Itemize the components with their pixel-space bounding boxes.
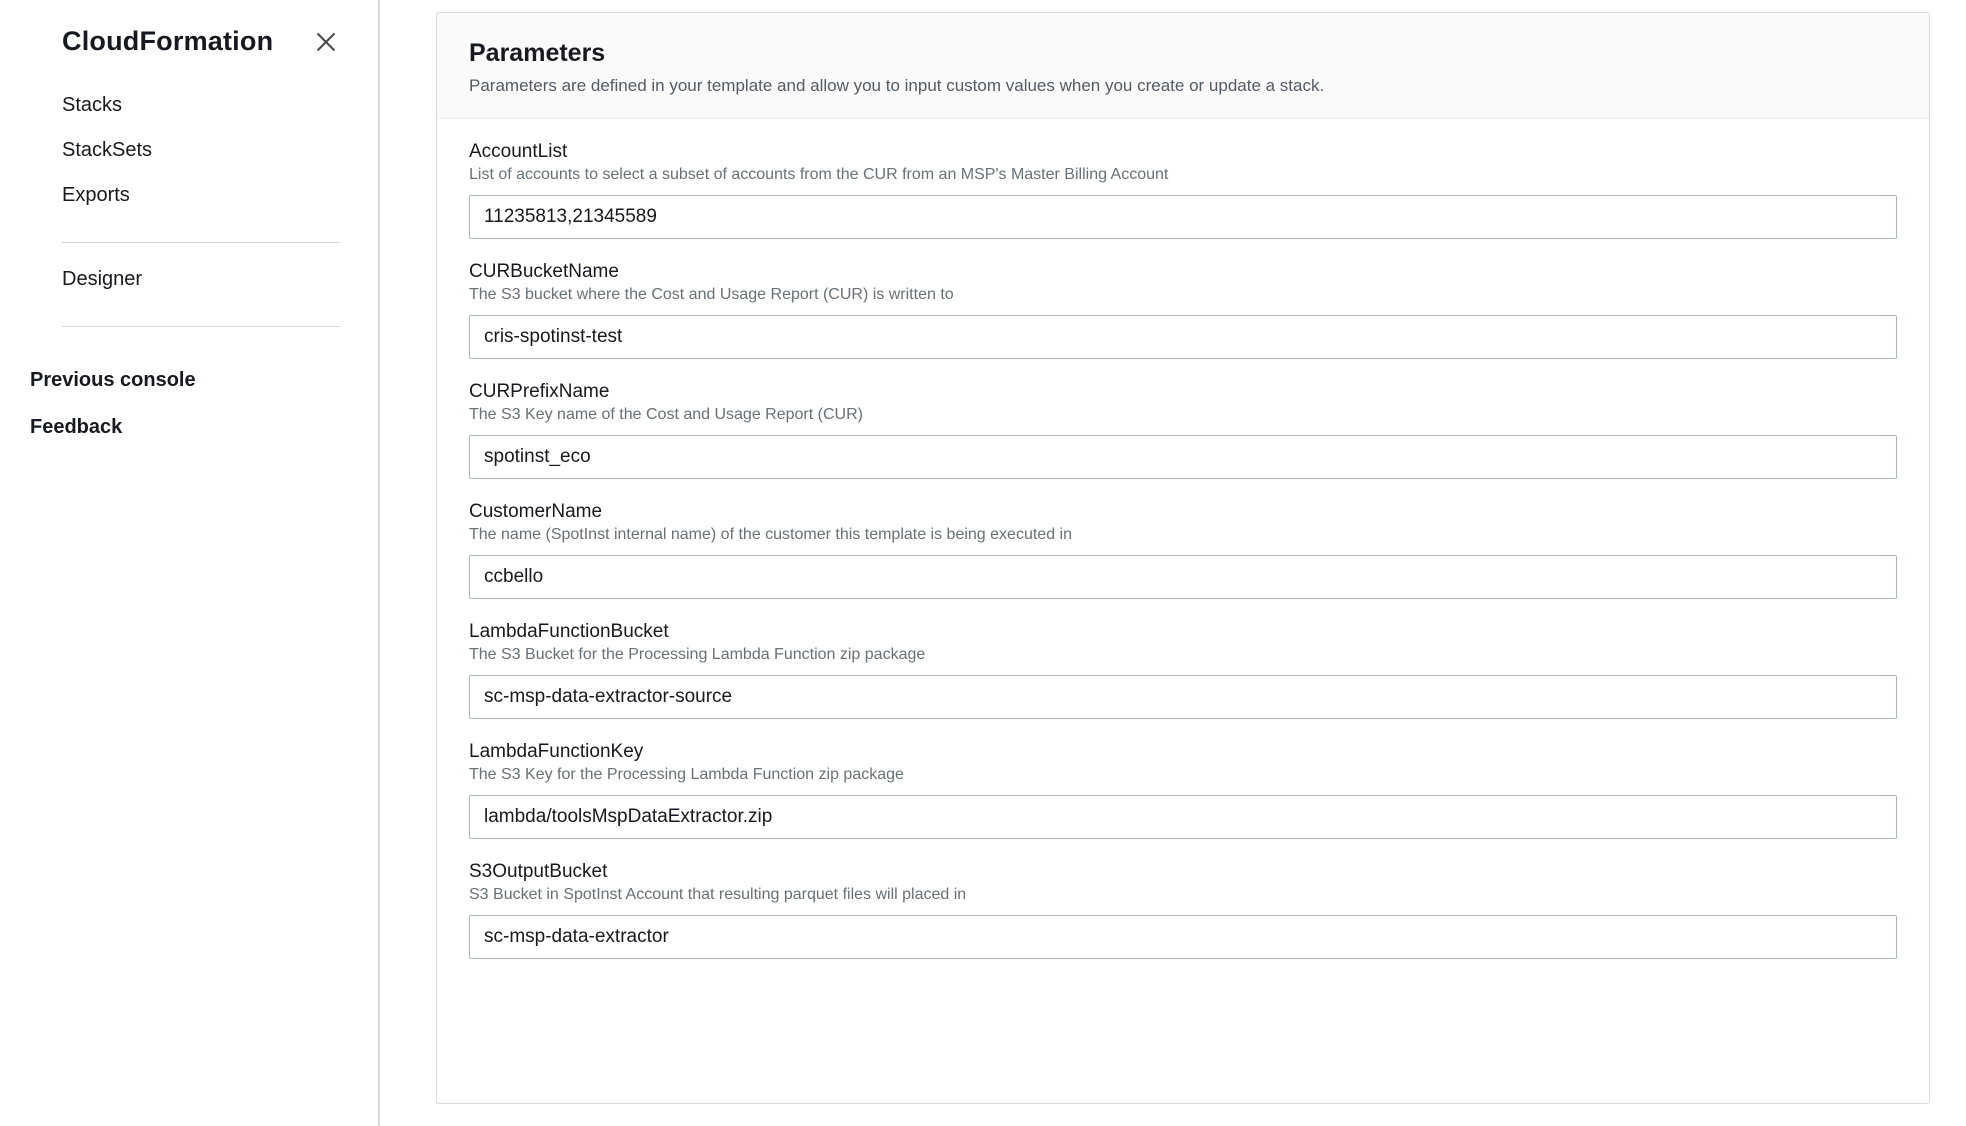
parameter-description: The name (SpotInst internal name) of the customer this template is being executed in (469, 526, 1072, 543)
close-icon[interactable] (312, 28, 340, 56)
parameters-panel (436, 12, 1930, 1104)
sidebar-nav-footer (0, 337, 378, 451)
parameter-field-accountlist (469, 141, 1897, 239)
sidebar-item-designer[interactable] (0, 257, 378, 302)
parameter-label: CustomerName (469, 501, 603, 522)
parameter-label: LambdaFunctionKey (469, 741, 644, 762)
parameter-description: List of accounts to select a subset of accounts from the CUR from an MSP's Master Billing Account (469, 166, 1169, 183)
curprefixname-input[interactable] (469, 435, 1897, 479)
sidebar-divider-2 (62, 326, 340, 327)
sidebar-item-label: Previous console (30, 369, 196, 391)
parameter-description: The S3 Key name of the Cost and Usage Report (CUR) (469, 406, 863, 423)
sidebar-item-stacks[interactable] (0, 83, 378, 128)
parameter-label: AccountList (469, 141, 568, 162)
sidebar (0, 0, 380, 1126)
parameter-field-lambdafunctionkey (469, 741, 1897, 839)
sidebar-item-previous-console[interactable] (0, 357, 378, 404)
sidebar-divider-1 (62, 242, 340, 243)
lambdafunctionbucket-input[interactable] (469, 675, 1897, 719)
parameter-field-customername (469, 501, 1897, 599)
parameter-field-lambdafunctionbucket (469, 621, 1897, 719)
main-content (380, 0, 1966, 1126)
sidebar-item-stacksets[interactable] (0, 128, 378, 173)
parameter-field-s3outputbucket (469, 861, 1897, 959)
sidebar-item-feedback[interactable] (0, 404, 378, 451)
sidebar-item-label: StackSets (62, 139, 153, 161)
s3outputbucket-input[interactable] (469, 915, 1897, 959)
sidebar-item-label: Stacks (62, 94, 123, 116)
parameter-description: The S3 bucket where the Cost and Usage Report (CUR) is written to (469, 286, 954, 303)
accountlist-input[interactable] (469, 195, 1897, 239)
sidebar-nav-primary (0, 79, 378, 232)
sidebar-item-label: Feedback (30, 416, 123, 438)
sidebar-header (0, 0, 378, 79)
parameter-label: CURBucketName (469, 261, 619, 282)
parameter-field-curbucketname (469, 261, 1897, 359)
customername-input[interactable] (469, 555, 1897, 599)
parameter-label: LambdaFunctionBucket (469, 621, 669, 642)
sidebar-title: CloudFormation (62, 26, 274, 56)
page-subtitle: Parameters are defined in your template and allow you to input custom values when you create or update a stack. (469, 76, 1325, 95)
page-title: Parameters (469, 39, 606, 67)
parameters-form (437, 119, 1929, 1001)
parameters-panel-header (437, 13, 1929, 119)
parameter-label: CURPrefixName (469, 381, 610, 402)
lambdafunctionkey-input[interactable] (469, 795, 1897, 839)
sidebar-nav-secondary (0, 253, 378, 316)
sidebar-item-label: Designer (62, 268, 143, 290)
sidebar-item-exports[interactable] (0, 173, 378, 218)
curbucketname-input[interactable] (469, 315, 1897, 359)
parameter-field-curprefixname (469, 381, 1897, 479)
parameter-label: S3OutputBucket (469, 861, 608, 882)
sidebar-item-label: Exports (62, 184, 130, 206)
parameter-description: The S3 Bucket for the Processing Lambda Function zip package (469, 646, 926, 663)
parameter-description: S3 Bucket in SpotInst Account that resulting parquet files will placed in (469, 886, 967, 903)
parameter-description: The S3 Key for the Processing Lambda Function zip package (469, 766, 904, 783)
